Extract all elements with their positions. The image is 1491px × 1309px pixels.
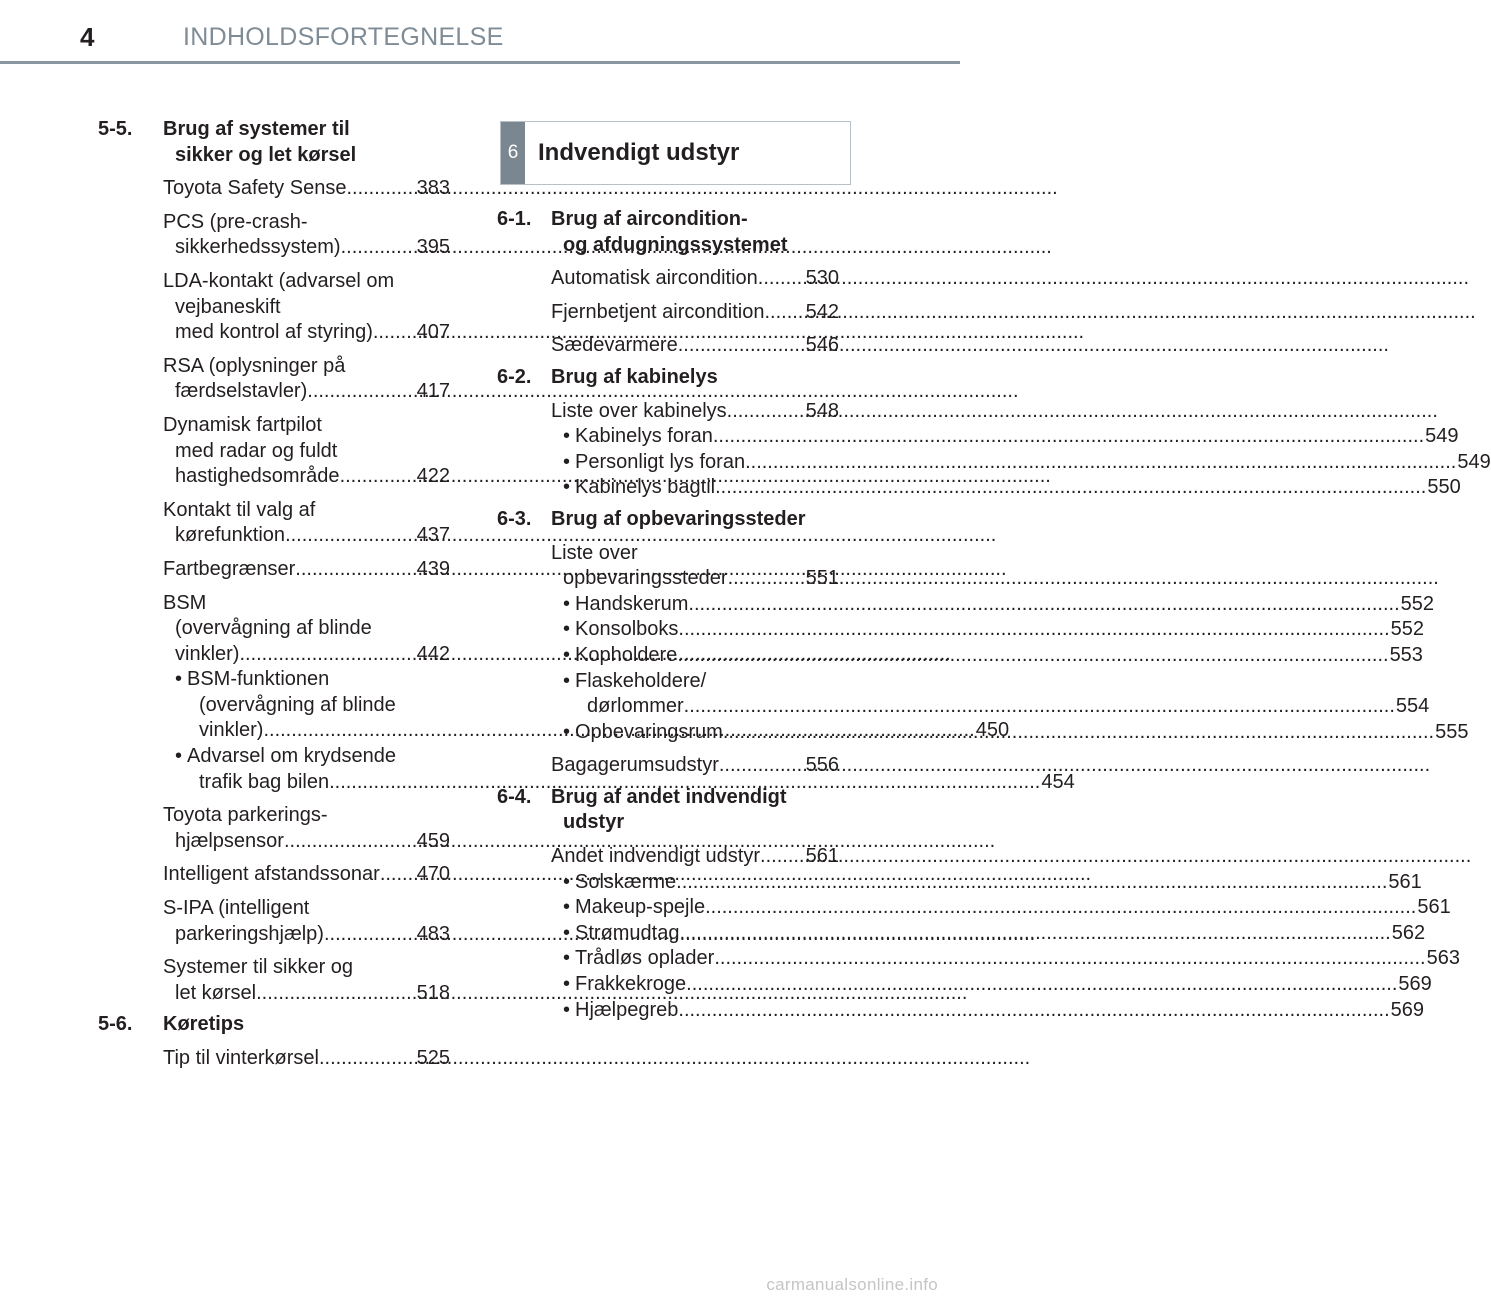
toc-entry-speed-limiter[interactable]: Fartbegrænser ..... 439 <box>163 557 450 583</box>
toc-subentry-bsm-function[interactable]: • BSM-funktionen (overvågning af blinde vinkler) ..... 450 <box>175 667 450 744</box>
page-ref: 561 <box>805 845 839 868</box>
section-title: Køretips <box>163 1013 245 1036</box>
page-ref: 422 <box>416 465 450 488</box>
section-number: 6-4. <box>497 785 532 808</box>
toc-entry-cabin-lights-list[interactable]: Liste over kabinelys ..... 548 <box>551 399 839 425</box>
page-title: INDHOLDSFORTEGNELSE <box>183 23 504 51</box>
section-title: Brug af aircondition- og afdugningssystemet <box>551 208 788 256</box>
section-heading-6-4 <box>497 785 839 836</box>
section-title: Brug af opbevaringssteder <box>551 507 806 530</box>
toc-subentry-glovebox[interactable]: • Handskerum ..... 552 <box>563 592 839 618</box>
toc-entry-bsm[interactable]: BSM (overvågning af blinde vinkler) ..... 442 <box>163 591 450 668</box>
page-ref: 553 <box>1389 643 1423 666</box>
page-ref: 552 <box>1390 618 1425 641</box>
toc-entry-toyota-safety-sense[interactable]: Toyota Safety Sense ..... 383 <box>163 176 450 202</box>
chapter-banner <box>500 121 851 185</box>
section-heading-6-2 <box>497 365 839 391</box>
section-title: Brug af kabinelys <box>551 365 718 388</box>
page-ref: 470 <box>416 863 450 886</box>
section-number: 6-3. <box>497 507 532 530</box>
toc-subentry-rear-cross-traffic[interactable]: • Advarsel om krydsende trafik bag bilen ..... 454 <box>175 744 450 795</box>
page-ref: 525 <box>416 1047 450 1069</box>
page-header <box>0 0 960 64</box>
page-ref: 548 <box>805 399 839 422</box>
page-ref: 563 <box>1426 947 1460 970</box>
toc-entry-auto-aircon[interactable]: Automatisk aircondition ..... 530 <box>551 266 839 292</box>
page-ref: 561 <box>1417 896 1451 919</box>
toc-entry-seat-heaters[interactable]: Sædevarmere ..... 546 <box>551 333 839 359</box>
page-ref: 549 <box>1457 450 1491 473</box>
toc-entry-safe-driving-systems[interactable]: Systemer til sikker og let kørsel ..... 518 <box>163 955 450 1006</box>
page-ref: 550 <box>1427 476 1461 499</box>
toc-entry-storage-list[interactable]: Liste over opbevaringssteder ..... 551 <box>551 541 839 592</box>
page-ref: 554 <box>1395 695 1430 718</box>
page-ref: 542 <box>805 300 839 323</box>
toc-subentry-storage-compartment[interactable]: • Opbevaringsrum ..... 555 <box>563 720 839 746</box>
section-heading-5-5 <box>98 117 450 168</box>
section-number: 5-6. <box>98 1013 133 1036</box>
toc-entry-other-interior[interactable]: Andet indvendigt udstyr ..... 561 <box>551 844 839 870</box>
page-ref: 442 <box>416 642 450 665</box>
toc-entry-pcs[interactable]: PCS (pre-crash- sikkerhedssystem) ..... 395 <box>163 210 450 261</box>
page-ref: 395 <box>416 236 450 259</box>
toc-entry-lda[interactable]: LDA-kontakt (advarsel om vejbaneskift med kontrol af styring) ..... 407 <box>163 269 450 346</box>
page-ref: 551 <box>805 567 839 590</box>
toc-subentry-rear-cabin-lights[interactable]: • Kabinelys bagtil ..... 550 <box>563 475 839 501</box>
section-number: 6-1. <box>497 208 532 230</box>
toc-entry-luggage-equipment[interactable]: Bagagerumsudstyr ..... 556 <box>551 753 839 779</box>
section-heading-5-6 <box>98 1012 450 1038</box>
toc-entry-winter-driving[interactable]: Tip til vinterkørsel ..... 525 <box>163 1046 450 1072</box>
toc-entry-drive-mode[interactable]: Kontakt til valg af kørefunktion ..... 437 <box>163 498 450 549</box>
page-ref: 437 <box>416 524 450 547</box>
toc-subentry-cup-holders[interactable]: • Kopholdere ..... 553 <box>563 643 839 669</box>
page-ref: 555 <box>1435 720 1469 743</box>
section-heading-6-3 <box>497 507 839 533</box>
toc-entry-dynamic-cruise[interactable]: Dynamisk fartpilot med radar og fuldt hastighedsområde ..... 422 <box>163 413 450 490</box>
page-ref: 518 <box>416 981 450 1004</box>
page-ref: 552 <box>1400 592 1435 615</box>
page-ref: 546 <box>805 334 839 357</box>
section-title: Brug af systemer til sikker og let kørsel <box>163 118 357 166</box>
watermark: carmanualsonline.info <box>766 1275 938 1294</box>
page-ref: 569 <box>1390 998 1425 1021</box>
section-heading-6-1 <box>497 207 839 258</box>
page-ref: 483 <box>416 922 450 945</box>
toc-entry-parking-sensor[interactable]: Toyota parkerings- hjælpsensor ..... 459 <box>163 803 450 854</box>
chapter-number-tab: 6 <box>501 122 525 184</box>
page-ref: 530 <box>805 267 839 290</box>
page-number: 4 <box>80 22 95 52</box>
page-ref: 383 <box>416 177 450 200</box>
toc-subentry-assist-grips[interactable]: • Hjælpegreb ..... 569 <box>563 998 839 1024</box>
toc-subentry-power-outlet[interactable]: • Strømudtag ..... 562 <box>563 921 839 947</box>
page-ref: 561 <box>1388 870 1422 893</box>
chapter-title: Indvendigt udstyr <box>538 139 740 166</box>
toc-entry-s-ipa[interactable]: S-IPA (intelligent parkeringshjælp) ..... 483 <box>163 896 450 947</box>
toc-entry-distance-sonar[interactable]: Intelligent afstandssonar ..... 470 <box>163 862 450 888</box>
section-title: Brug af andet indvendigt udstyr <box>551 785 787 834</box>
toc-subentry-bottle-holders[interactable]: • Flaskeholdere/ dørlommer ..... 554 <box>563 669 839 720</box>
page-ref: 417 <box>416 380 450 403</box>
section-number: 6-2. <box>497 365 532 388</box>
page-ref: 459 <box>416 829 450 852</box>
page-ref: 407 <box>416 321 450 344</box>
toc-subentry-console-box[interactable]: • Konsolboks ..... 552 <box>563 617 839 643</box>
toc-subentry-personal-light-front[interactable]: • Personligt lys foran ..... 549 <box>563 450 839 476</box>
page-ref: 450 <box>975 719 1010 742</box>
page-ref: 454 <box>1041 770 1075 793</box>
page-ref: 562 <box>1391 921 1426 944</box>
toc-subentry-coat-hooks[interactable]: • Frakkekroge ..... 569 <box>563 972 839 998</box>
page-ref: 439 <box>416 557 450 580</box>
section-number: 5-5. <box>98 118 133 140</box>
toc-entry-rsa[interactable]: RSA (oplysninger på færdselstavler) ..... 417 <box>163 354 450 405</box>
header-rule <box>0 61 960 64</box>
toc-subentry-makeup-mirrors[interactable]: • Makeup-spejle ..... 561 <box>563 895 839 921</box>
toc-subentry-wireless-charger[interactable]: • Trådløs oplader ..... 563 <box>563 946 839 972</box>
toc-subentry-sun-visors[interactable]: • Solskærme ..... 561 <box>563 870 839 896</box>
page-ref: 556 <box>805 754 839 777</box>
toc-subentry-front-cabin-lights[interactable]: • Kabinelys foran ..... 549 <box>563 424 839 450</box>
page-ref: 549 <box>1425 425 1459 448</box>
page-ref: 569 <box>1398 973 1432 996</box>
toc-entry-remote-aircon[interactable]: Fjernbetjent aircondition ..... 542 <box>551 300 839 326</box>
